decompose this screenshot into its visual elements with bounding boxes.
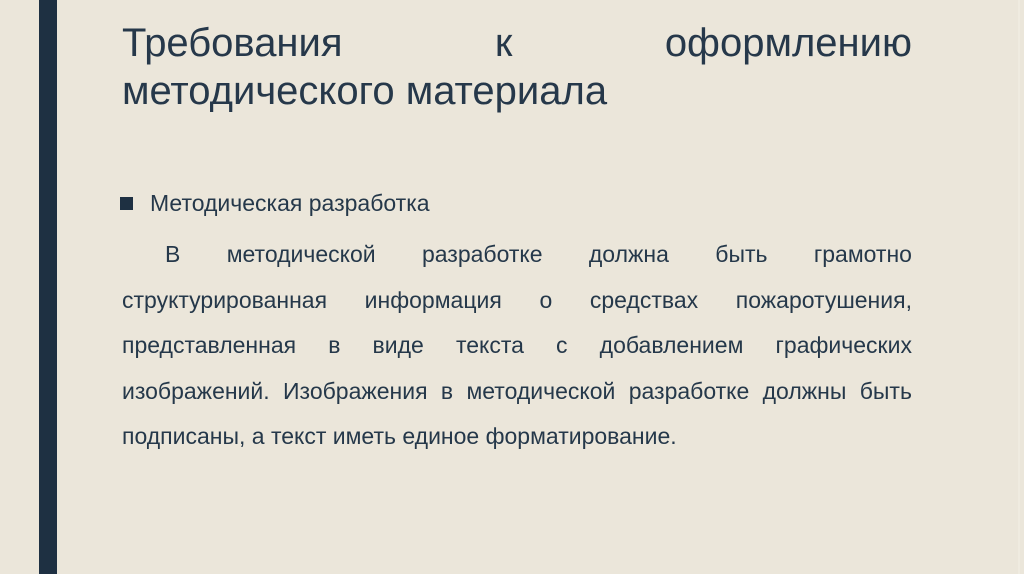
bullet-item bbox=[120, 190, 912, 216]
paragraph-line-3: представленная в виде текста с добавлением графических bbox=[122, 332, 912, 358]
paragraph-line-5: подписаны, а текст иметь единое форматирование. bbox=[122, 423, 677, 449]
title-line-2: методического материала bbox=[122, 69, 608, 113]
paragraph-line-1: В методической разработке должна быть грамотно bbox=[165, 241, 912, 267]
paragraph-line-4: изображений. Изображения в методической разработке должны быть bbox=[122, 377, 912, 404]
title-line-1: Требования к оформлению bbox=[122, 21, 912, 65]
slide-title bbox=[122, 0, 912, 115]
accent-bar bbox=[39, 0, 57, 574]
bullet-item-label: Методическая разработка bbox=[150, 190, 430, 216]
paragraph-line-2: структурированная информация о средствах пожаротушения, bbox=[122, 286, 912, 313]
slide-right-edge bbox=[1018, 0, 1020, 574]
slide-content bbox=[122, 0, 912, 460]
square-bullet-icon bbox=[120, 197, 133, 210]
body-paragraph bbox=[122, 232, 912, 460]
